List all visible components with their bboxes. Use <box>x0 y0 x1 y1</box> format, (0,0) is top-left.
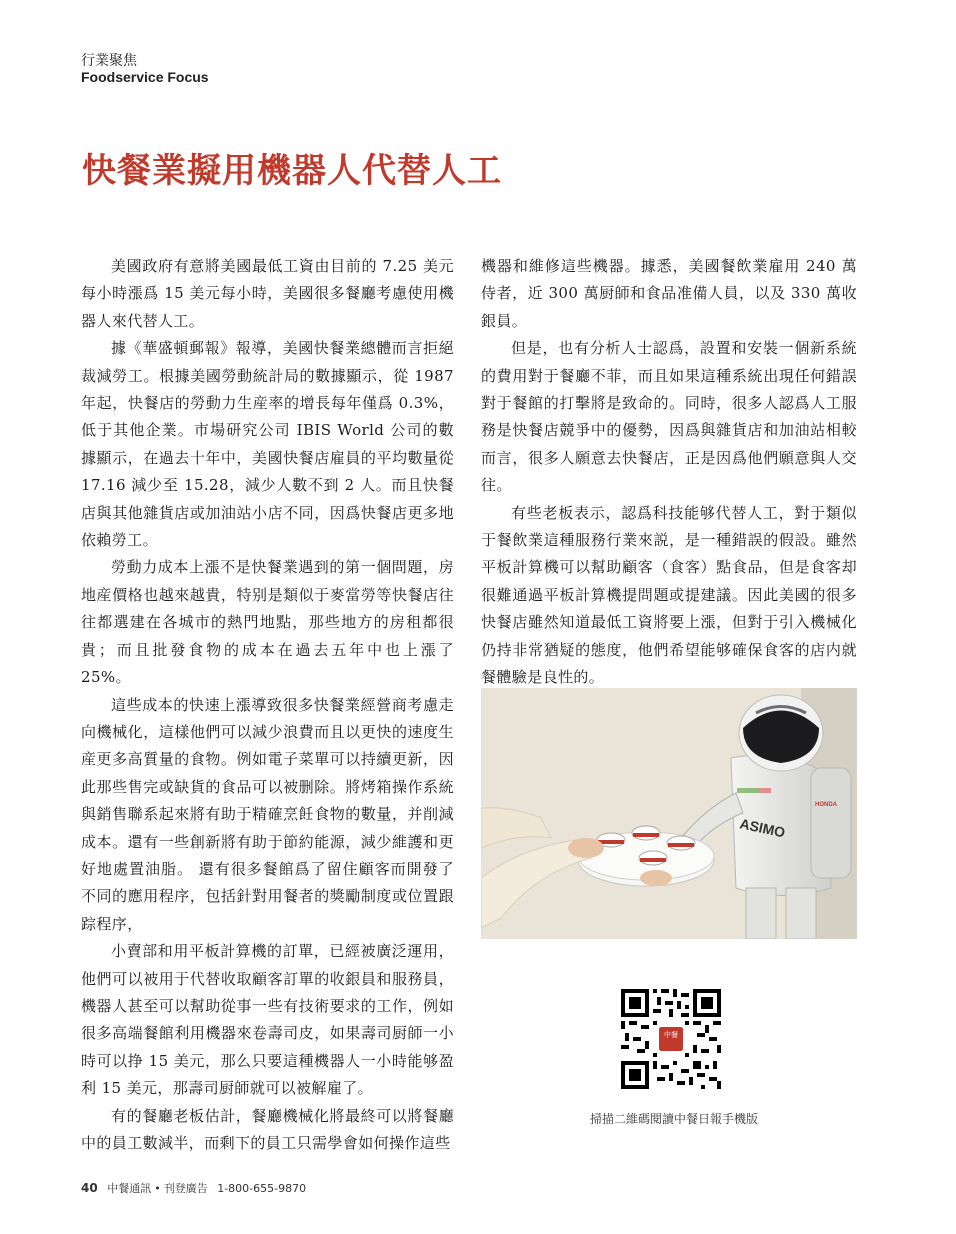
paragraph: 但是，也有分析人士認爲，設置和安裝一個新系統的費用對于餐廳不菲，而且如果這種系統出現任何錯誤對于餐館的打擊將是致命的。同時，很多人認爲人工服務是快餐店競爭中的優勢，因爲與雜貨店和加油站相較而言，很多人願意去快餐店，正是因爲他們願意與人交往。 <box>481 339 857 495</box>
paragraph: 美國政府有意將美國最低工資由目前的 7.25 美元每小時漲爲 15 美元每小時，美國很多餐廳考慮使用機器人來代替人工。 <box>81 257 454 330</box>
article-column-left <box>81 253 454 1157</box>
ad-label: 刊登廣告 <box>163 1182 208 1195</box>
qr-center-badge: 中餐 <box>664 1031 678 1039</box>
robot-chest-label: ASIMO <box>738 815 787 841</box>
paragraph-continuation: 機器和維修這些機器。據悉，美國餐飲業雇用 240 萬侍者，近 300 萬厨師和食品准備人員，以及 330 萬收銀員。 <box>481 257 857 330</box>
footer-separator: • <box>154 1182 161 1195</box>
article-title: 快餐業擬用機器人代替人工 <box>82 151 502 191</box>
section-label-en: Foodservice Focus <box>81 69 209 85</box>
phone-number: 1-800-655-9870 <box>217 1182 307 1195</box>
section-label-zh: 行業聚焦 <box>81 53 137 69</box>
robot-side-label: HONDA <box>815 802 837 808</box>
paragraph: 有些老板表示，認爲科技能够代替人工，對于類似于餐飲業這種服務行業來説，是一種錯誤的假設。雖然平板計算機可以幫助顧客（食客）點食品，但是食客却很難通過平板計算機提問題或提建議。因此美國的很多快餐店雖然知道最低工資將要上漲，但對于引入機械化仍持非常猶疑的態度，他們希望能够確保食客的店内就餐體驗是良性的。 <box>481 503 857 687</box>
paragraph: 勞動力成本上漲不是快餐業遇到的第一個問題，房地産價格也越來越貴，特别是類似于麥當勞等快餐店往往都選建在各城市的熱門地點，那些地方的房租都很貴；而且批發食物的成本在過去五年中也上漲了 25%。 <box>81 558 454 687</box>
robot-illustration <box>481 688 857 939</box>
paragraph: 這些成本的快速上漲導致很多快餐業經營商考慮走向機械化，這樣他們可以減少浪費而且以更快的速度生産更多高質量的食物。例如電子菜單可以持續更新，因此那些售完或缺貨的食品可以被删除。將烤箱操作系統與銷售聯系起來將有助于精確烹飪食物的數量，并削減成本。還有一些創新將有助于節約能源，減少維護和更好地處置油脂。 還有很多餐館爲了留住顧客而開發了不同的應用程序，包括針對用餐者的獎勵制度或位置跟踪程序， <box>81 695 454 933</box>
article-column-right <box>481 253 857 692</box>
publication-name: 中餐通訊 <box>107 1182 152 1195</box>
paragraph: 有的餐廳老板估計，餐廳機械化將最終可以將餐廳中的員工數減半，而剩下的員工只需學會如何操作這些 <box>81 1106 454 1152</box>
qr-caption: 掃描二維碼閱讀中餐日報手機版 <box>589 1112 758 1126</box>
paragraph: 據《華盛頓郵報》報導，美國快餐業總體而言拒絕裁減勞工。根據美國勞動統計局的數據顯示，從 1987 年起，快餐店的勞動力生産率的增長每年僅爲 0.3%，低于其他企業。市場研究公司 IBIS World 公司的數據顯示，在過去十年中，美國快餐店雇員的平均數量從 17.16 減少至 15.28，減少人數不到 2 人。而且快餐店與其他雜貨店或加油站小店不同，因爲快餐店更多地依賴勞工。 <box>81 339 454 550</box>
qr-code-image <box>621 989 721 1089</box>
paragraph: 小賣部和用平板計算機的訂單，已經被廣泛運用，他們可以被用于代替收取顧客訂單的收銀員和服務員，機器人甚至可以幫助從事一些有技術要求的工作，例如很多高端餐館利用機器來卷壽司皮，如果壽司厨師一小時可以挣 15 美元，那么只要這種機器人一小時能够盈利 15 美元，那壽司厨師就可以被解雇了。 <box>81 942 454 1098</box>
page-footer <box>81 1180 306 1196</box>
qr-code[interactable] <box>621 989 721 1089</box>
page-number: 40 <box>81 1181 98 1195</box>
robot-photo <box>481 688 857 939</box>
